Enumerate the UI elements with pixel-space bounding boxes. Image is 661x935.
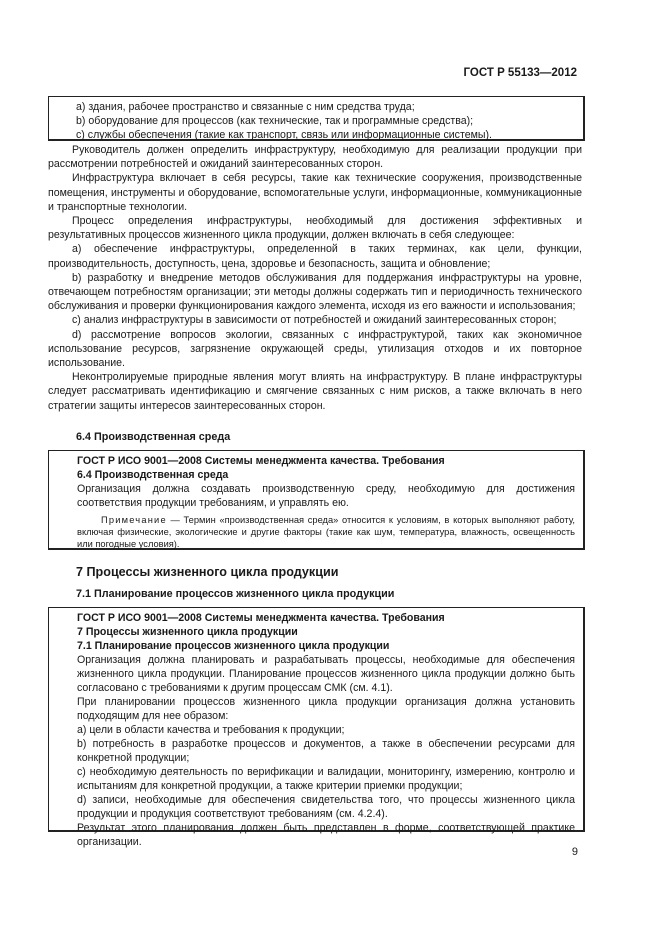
quote-box-product-realization xyxy=(48,607,585,848)
page-number: 9 xyxy=(571,846,578,858)
note-label: Примечание xyxy=(101,515,167,525)
box-paragraph: При планировании процессов жизненного цикла продукции организация должна установить подходящим для нее образом: xyxy=(77,696,575,722)
quote-box-work-environment xyxy=(48,450,585,550)
list-item: b) потребность в разработке процессов и документов, а также в обеспечении ресурсами для конкретной продукции; xyxy=(77,738,575,764)
box-paragraph: Результат этого планирования должен быть представлен в форме, соответствующей практике организации. xyxy=(77,822,575,848)
paragraph: Неконтролируемые природные явления могут влиять на инфраструктуру. В плане инфраструктуры следует рассматривать идентификацию и смягчение связанных с ним рисков, а также включать в него стратегии защиты интересов заинтересованных сторон. xyxy=(48,371,582,412)
section-heading-6-4: 6.4 Производственная среда xyxy=(76,431,231,443)
note xyxy=(77,514,575,550)
list-item: а) цели в области качества и требования к продукции; xyxy=(77,724,345,736)
section-heading-7: 7 Процессы жизненного цикла продукции xyxy=(76,565,339,579)
box-heading-7-1: 7.1 Планирование процессов жизненного цикла продукции xyxy=(77,640,390,652)
note-text: — Термин «производственная среда» относится к условиям, в которых выполняют работу, включая физические, экологические и другие факторы (такие как шум, температура, влажность, освещенность или погодные условия). xyxy=(77,515,575,549)
list-item: а) обеспечение инфраструктуры, определенной в таких терминах, как цели, функции, производительность, доступность, цена, здоровье и безопасность, защита и обновление; xyxy=(48,243,582,270)
paragraph: Инфраструктура включает в себя ресурсы, такие как технические сооружения, производственные помещения, инструменты и оборудование, вспомогательные услуги, информационные, коммуникационные и транспортные технологии. xyxy=(48,172,582,213)
box-paragraph: Организация должна создавать производственную среду, необходимую для достижения соответствия продукции требованиям, и управлять ею. xyxy=(77,483,575,509)
box-paragraph: Организация должна планировать и разрабатывать процессы, необходимые для обеспечения жизненного цикла продукции. Планирование процессов жизненного цикла продукции должно быть согласовано с требованиями к другим процессам СМК (см. 4.1). xyxy=(77,654,575,694)
list-item: c) необходимую деятельность по верификации и валидации, мониторингу, измерению, контролю и испытаниям для конкретной продукции, а также критерии приемки продукции; xyxy=(77,766,575,792)
paragraph: Процесс определения инфраструктуры, необходимый для достижения эффективных и результативных процессов жизненного цикла продукции, должен включать в себя следующее: xyxy=(48,215,582,242)
document-id: ГОСТ Р 55133—2012 xyxy=(463,67,577,79)
standard-title: ГОСТ Р ИСО 9001—2008 Системы менеджмента качества. Требования xyxy=(77,612,445,624)
box-heading-7: 7 Процессы жизненного цикла продукции xyxy=(77,626,298,638)
list-item: d) рассмотрение вопросов экологии, связанных с инфраструктурой, таких как экономичное использование ресурсов, загрязнение окружающей среды, утилизация отходов и их повторное использование. xyxy=(48,328,582,370)
standard-title: ГОСТ Р ИСО 9001—2008 Системы менеджмента качества. Требования xyxy=(77,455,445,467)
infrastructure-text xyxy=(48,143,582,413)
section-heading-7-1: 7.1 Планирование процессов жизненного цикла продукции xyxy=(76,588,395,600)
list-item: c) службы обеспечения (такие как транспорт, связь или информационные системы). xyxy=(76,129,492,141)
list-item: d) записи, необходимые для обеспечения свидетельства того, что процессы жизненного цикла продукции и продукция соответствуют требованиям (см. 4.2.4). xyxy=(77,794,575,820)
list-item: a) здания, рабочее пространство и связанные с ним средства труда; xyxy=(76,101,415,113)
list-item: c) анализ инфраструктуры в зависимости от потребностей и ожиданий заинтересованных сторон; xyxy=(72,314,557,327)
paragraph: Руководитель должен определить инфраструктуру, необходимую для реализации продукции при рассмотрении потребностей и ожиданий заинтересованных сторон. xyxy=(48,144,582,171)
box-subheading: 6.4 Производственная среда xyxy=(77,469,229,481)
quote-box-infrastructure-items xyxy=(48,96,585,141)
list-item: b) оборудование для процессов (как технические, так и программные средства); xyxy=(76,115,474,127)
list-item: b) разработку и внедрение методов обслуживания для поддержания инфраструктуры на уровне, отвечающем потребностям организации; эти методы должны содержать тип и периодичность технического обслуживания и проверки функционирования каждого элемента, исходя из его важности и использования; xyxy=(48,271,582,313)
